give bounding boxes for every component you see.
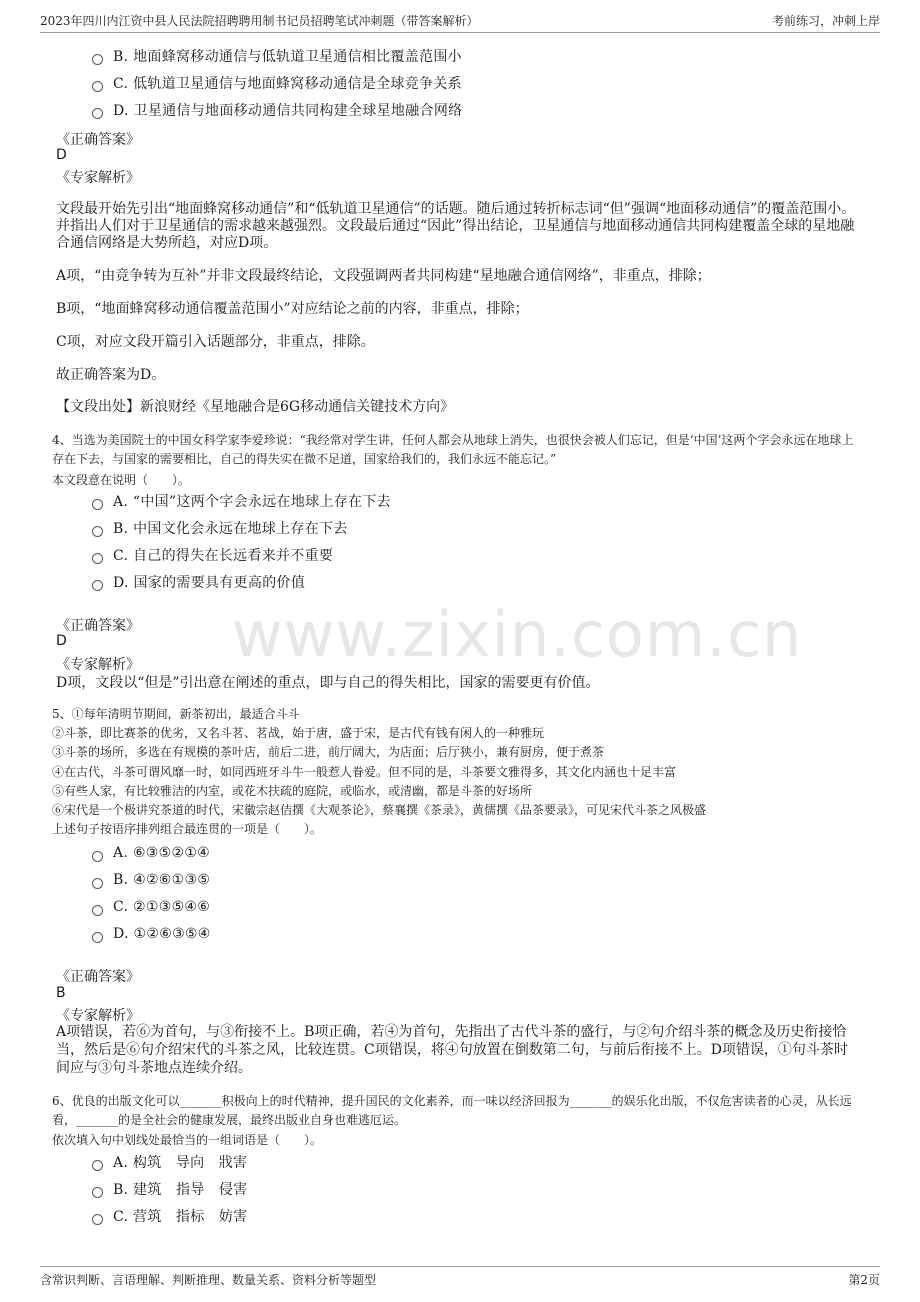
- document-title: 2023年四川内江资中县人民法院招聘聘用制书记员招聘笔试冲刺题（带答案解析）: [40, 14, 479, 28]
- q6-prompt: 依次填入句中划线处最恰当的一组词语是（ ）。: [52, 1133, 323, 1147]
- option-label: C. 自己的得失在长远看来并不重要: [113, 548, 334, 564]
- radio-icon[interactable]: [92, 54, 103, 65]
- watermark: www.zixin.com.cn: [232, 598, 803, 671]
- option-label: B. 中国文化会永远在地球上存在下去: [113, 521, 348, 537]
- q5-option-d[interactable]: [92, 923, 211, 945]
- option-label: A. ⑥③⑤②①④: [113, 845, 211, 861]
- q5-analysis-label: 《专家解析》: [56, 1008, 140, 1024]
- q3-option-d[interactable]: [92, 99, 462, 121]
- page-number: 第2页: [848, 1273, 880, 1287]
- radio-icon[interactable]: [92, 553, 103, 564]
- q3-option-b[interactable]: [92, 45, 462, 67]
- radio-icon[interactable]: [92, 1187, 103, 1198]
- option-label: B. ④②⑥①③⑤: [113, 872, 211, 888]
- option-label: C. 营筑 指标 妨害: [113, 1209, 248, 1225]
- radio-icon[interactable]: [92, 580, 103, 591]
- q5-answer-label: 《正确答案》: [56, 969, 140, 985]
- radio-icon[interactable]: [92, 81, 103, 92]
- q4-option-a[interactable]: [92, 490, 391, 512]
- q5-option-a[interactable]: [92, 842, 210, 864]
- radio-icon[interactable]: [92, 851, 103, 862]
- q5-line-6: ⑥宋代是一个极讲究茶道的时代，宋徽宗赵佶撰《大观茶论》，蔡襄撰《茶录》，黄儒撰《品茶要录》，可见宋代斗茶之风极盛: [52, 803, 707, 817]
- q4-option-b[interactable]: [92, 517, 348, 539]
- radio-icon[interactable]: [92, 526, 103, 537]
- q3-analysis-b: B项，“地面蜂窝移动通信覆盖范围小”对应结论之前的内容，非重点，排除；: [56, 301, 529, 317]
- q4-analysis: D项，文段以“但是”引出意在阐述的重点，即与自己的得失相比，国家的需要更有价值。: [56, 675, 600, 691]
- radio-icon[interactable]: [92, 108, 103, 119]
- q3-answer-label: 《正确答案》: [56, 132, 140, 148]
- q4-option-d[interactable]: [92, 571, 305, 593]
- q6-option-b[interactable]: [92, 1178, 248, 1200]
- q3-analysis-label: 《专家解析》: [56, 170, 140, 186]
- q5-option-c[interactable]: [92, 896, 210, 918]
- q5-line-5: ⑤有些人家，有比较雅洁的内室，或花木扶疏的庭院，或临水，或清幽，都是斗茶的好场所: [52, 784, 533, 798]
- q3-analysis-a: A项，“由竞争转为互补”并非文段最终结论，文段强调两者共同构建“星地融合通信网络”，非重点，排除；: [56, 268, 711, 284]
- option-label: A. 构筑 导向 戕害: [113, 1155, 248, 1171]
- q3-conclusion: 故正确答案为D。: [56, 367, 166, 383]
- option-label: D. 卫星通信与地面移动通信共同构建全球星地融合网络: [113, 103, 463, 119]
- q5-analysis: A项错误，若⑥为首句，与③衔接不上。B项正确，若④为首句，先指出了古代斗茶的盛行，与②句介绍斗茶的概念及历史衔接恰当，然后是⑥句介绍宋代的斗茶之风，比较连贯。C项错误，将④句放置在倒数第二句，与前后衔接不上。D项错误，①句斗茶时间应与③句斗茶地点连续介绍。: [56, 1024, 848, 1076]
- q4-answer: D: [56, 633, 67, 649]
- q3-answer: D: [56, 147, 67, 163]
- option-label: B. 地面蜂窝移动通信与低轨道卫星通信相比覆盖范围小: [113, 49, 462, 65]
- option-label: B. 建筑 指导 侵害: [113, 1182, 248, 1198]
- q5-line-1: 5、①每年清明节期间，新茶初出，最适合斗斗: [52, 707, 300, 721]
- radio-icon[interactable]: [92, 878, 103, 889]
- q6-option-a[interactable]: [92, 1151, 247, 1173]
- q4-stem: 4、当选为美国院士的中国女科学家李爱珍说：“我经常对学生讲，任何人都会从地球上消失，也很快会被人们忘记，但是‘中国’这两个字会永远在地球上存在下去，与国家的需要相比，自己的得失实在微不足道，国家给我们的，我们永远不能忘记。”: [52, 433, 854, 466]
- option-label: D. 国家的需要具有更高的价值: [113, 575, 306, 591]
- radio-icon[interactable]: [92, 905, 103, 916]
- footer-subjects: 含常识判断、言语理解、判断推理、数量关系、资料分析等题型: [40, 1273, 377, 1287]
- q5-option-b[interactable]: [92, 869, 210, 891]
- q3-option-c[interactable]: [92, 72, 462, 94]
- q3-source: 【文段出处】新浪财经《星地融合是6G移动通信关键技术方向》: [56, 399, 455, 415]
- q4-analysis-label: 《专家解析》: [56, 657, 140, 673]
- q3-analysis-main: 文段最开始先引出“地面蜂窝移动通信”和“低轨道卫星通信”的话题。随后通过转折标志词“但”强调“地面移动通信”的覆盖范围小。并指出人们对于卫星通信的需求越来越强烈。文段最后通过“因此”得出结论，卫星通信与地面移动通信共同构建覆盖全球的星地融合通信网络是大势所趋，对应D项。: [56, 201, 856, 251]
- q4-option-c[interactable]: [92, 544, 333, 566]
- radio-icon[interactable]: [92, 932, 103, 943]
- option-label: A. “中国”这两个字会永远在地球上存在下去: [113, 494, 391, 510]
- radio-icon[interactable]: [92, 1160, 103, 1171]
- q5-answer: B: [56, 985, 66, 1001]
- q6-stem: 6、优良的出版文化可以_______积极向上的时代精神，提升国民的文化素养，而一味以经济回报为_______的娱乐化出版，不仅危害读者的心灵，从长远看，_______的是全社会的健康发展，最终出版业自身也难逃厄运。: [52, 1094, 852, 1127]
- q4-prompt: 本文段意在说明（ ）。: [52, 473, 191, 487]
- q5-line-2: ②斗茶，即比赛茶的优劣，又名斗茗、茗战，始于唐，盛于宋，是古代有钱有闲人的一种雅玩: [52, 726, 545, 740]
- q5-line-4: ④在古代，斗茶可谓风靡一时，如同西班牙斗牛一般惹人眷爱。但不同的是，斗茶要文雅得多，其文化内涵也十足丰富: [52, 765, 677, 779]
- q3-analysis-c: C项，对应文段开篇引入话题部分，非重点，排除。: [56, 334, 375, 350]
- footer-rule: [40, 1266, 880, 1267]
- radio-icon[interactable]: [92, 499, 103, 510]
- q4-answer-label: 《正确答案》: [56, 618, 140, 634]
- radio-icon[interactable]: [92, 1214, 103, 1225]
- q5-prompt: 上述句子按语序排列组合最连贯的一项是（ ）。: [52, 822, 323, 836]
- q5-line-3: ③斗茶的场所，多选在有规模的茶叶店，前后二进，前厅阔大，为店面；后厅狭小，兼有厨房，便于煮茶: [52, 745, 605, 759]
- header-rule: [40, 32, 880, 33]
- option-label: C. ②①③⑤④⑥: [113, 899, 211, 915]
- q6-option-c[interactable]: [92, 1205, 247, 1227]
- option-label: D. ①②⑥③⑤④: [113, 926, 211, 942]
- header-slogan: 考前练习，冲刺上岸: [771, 14, 880, 28]
- option-label: C. 低轨道卫星通信与地面蜂窝移动通信是全球竞争关系: [113, 76, 462, 92]
